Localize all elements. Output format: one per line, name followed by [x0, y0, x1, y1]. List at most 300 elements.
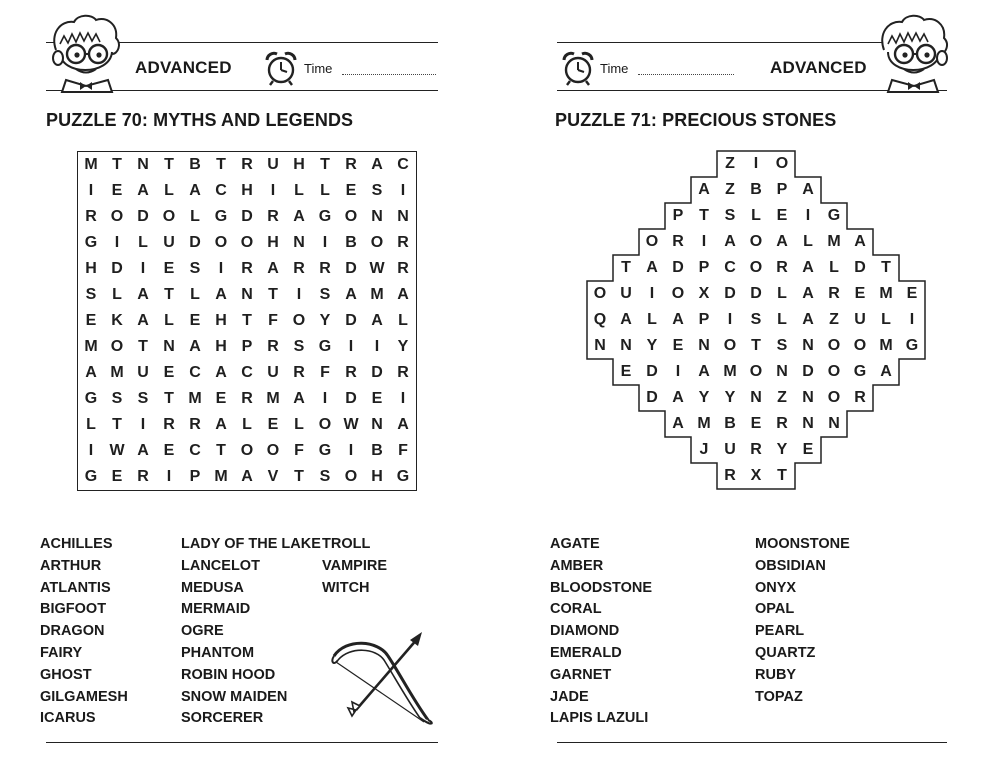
grid-letter[interactable]: O [645, 233, 659, 250]
grid-letter[interactable]: A [371, 312, 383, 329]
grid-letter[interactable]: R [137, 468, 149, 485]
grid-letter[interactable]: S [319, 468, 331, 485]
grid-letter[interactable]: A [293, 390, 305, 407]
word-list-item[interactable]: CORAL [550, 601, 602, 618]
grid-letter[interactable]: B [724, 415, 736, 432]
grid-letter[interactable]: A [189, 182, 201, 199]
grid-letter[interactable]: R [345, 364, 357, 381]
grid-letter[interactable]: I [909, 311, 915, 328]
word-list-item[interactable]: WITCH [322, 579, 370, 596]
grid-letter[interactable]: A [802, 311, 814, 328]
grid-letter[interactable]: U [724, 441, 736, 458]
grid-letter[interactable]: S [776, 337, 788, 354]
grid-letter[interactable]: I [166, 468, 172, 485]
grid-letter[interactable]: Y [646, 337, 658, 354]
grid-letter[interactable]: C [241, 364, 253, 381]
grid-letter[interactable]: S [319, 286, 331, 303]
grid-letter[interactable]: S [293, 338, 305, 355]
grid-letter[interactable]: I [88, 442, 94, 459]
grid-letter[interactable]: A [854, 233, 866, 250]
grid-letter[interactable]: L [190, 208, 200, 225]
word-list-item[interactable]: ICARUS [40, 710, 96, 727]
grid-letter[interactable]: E [85, 312, 97, 329]
grid-letter[interactable]: O [344, 468, 358, 485]
grid-letter[interactable]: O [318, 416, 332, 433]
grid-letter[interactable]: L [647, 311, 657, 328]
grid-letter[interactable]: G [84, 390, 98, 407]
word-list-item[interactable]: AGATE [550, 536, 600, 552]
grid-letter[interactable]: Z [777, 389, 787, 406]
grid-letter[interactable]: G [396, 468, 410, 485]
grid-letter[interactable]: E [163, 364, 175, 381]
grid-letter[interactable]: T [164, 286, 174, 303]
word-list-item[interactable]: QUARTZ [755, 644, 816, 661]
grid-letter[interactable]: G [905, 337, 919, 354]
grid-letter[interactable]: O [749, 259, 763, 276]
grid-letter[interactable]: Z [829, 311, 839, 328]
grid-letter[interactable]: T [164, 156, 174, 173]
grid-letter[interactable]: E [111, 182, 123, 199]
word-list-item[interactable]: JADE [550, 688, 589, 705]
word-list-item[interactable]: OBSIDIAN [755, 557, 826, 574]
grid-letter[interactable]: L [86, 416, 96, 433]
grid-letter[interactable]: N [594, 337, 606, 354]
word-list-item[interactable]: SNOW MAIDEN [181, 688, 288, 705]
grid-letter[interactable]: M [370, 286, 384, 303]
grid-letter[interactable]: T [621, 259, 631, 276]
grid-letter[interactable]: A [802, 181, 814, 198]
grid-letter[interactable]: O [827, 363, 841, 380]
grid-letter[interactable]: A [620, 311, 632, 328]
grid-letter[interactable]: G [318, 442, 332, 459]
grid-letter[interactable]: U [137, 364, 149, 381]
grid-letter[interactable]: N [397, 208, 409, 225]
grid-letter[interactable]: R [397, 234, 409, 251]
word-list-item[interactable]: ATLANTIS [40, 579, 111, 596]
grid-letter[interactable]: W [343, 416, 359, 433]
word-list-item[interactable]: ROBIN HOOD [181, 666, 276, 683]
grid-letter[interactable]: G [84, 234, 98, 251]
grid-letter[interactable]: E [371, 390, 383, 407]
grid-letter[interactable]: R [267, 338, 279, 355]
grid-letter[interactable]: Y [397, 338, 409, 355]
grid-letter[interactable]: E [111, 468, 123, 485]
grid-letter[interactable]: E [802, 441, 814, 458]
grid-letter[interactable]: N [802, 415, 814, 432]
grid-letter[interactable]: T [881, 259, 891, 276]
grid-letter[interactable]: F [320, 364, 330, 381]
grid-letter[interactable]: A [371, 156, 383, 173]
grid-letter[interactable]: B [750, 181, 762, 198]
grid-letter[interactable]: L [294, 182, 304, 199]
grid-letter[interactable]: U [267, 156, 279, 173]
grid-letter[interactable]: N [137, 156, 149, 173]
grid-letter[interactable]: O [240, 234, 254, 251]
grid-letter[interactable]: W [109, 442, 125, 459]
grid-letter[interactable]: L [777, 285, 787, 302]
grid-letter[interactable]: L [398, 312, 408, 329]
grid-letter[interactable]: C [215, 182, 227, 199]
grid-letter[interactable]: N [802, 389, 814, 406]
grid-letter[interactable]: O [827, 389, 841, 406]
grid-letter[interactable]: G [214, 208, 228, 225]
grid-letter[interactable]: D [854, 259, 866, 276]
grid-letter[interactable]: A [776, 233, 788, 250]
grid-letter[interactable]: A [646, 259, 658, 276]
grid-letter[interactable]: T [751, 337, 761, 354]
word-list-item[interactable]: LAPIS LAZULI [550, 710, 649, 727]
grid-letter[interactable]: P [672, 207, 684, 224]
grid-letter[interactable]: N [371, 416, 383, 433]
grid-letter[interactable]: G [318, 338, 332, 355]
grid-letter[interactable]: Y [724, 389, 736, 406]
grid-letter[interactable]: A [137, 182, 149, 199]
grid-letter[interactable]: U [267, 364, 279, 381]
grid-letter[interactable]: D [750, 285, 762, 302]
grid-letter[interactable]: O [110, 208, 124, 225]
grid-letter[interactable]: O [162, 208, 176, 225]
grid-letter[interactable]: I [400, 390, 406, 407]
word-list-item[interactable]: RUBY [755, 666, 797, 683]
grid-letter[interactable]: O [344, 208, 358, 225]
grid-letter[interactable]: R [397, 260, 409, 277]
grid-letter[interactable]: R [241, 156, 253, 173]
word-list-item[interactable]: GILGAMESH [40, 688, 128, 705]
grid-letter[interactable]: R [189, 416, 201, 433]
grid-letter[interactable]: R [85, 208, 97, 225]
grid-letter[interactable]: K [111, 312, 123, 329]
grid-letter[interactable]: O [775, 155, 789, 172]
grid-letter[interactable]: A [672, 415, 684, 432]
grid-letter[interactable]: Z [725, 181, 735, 198]
grid-letter[interactable]: T [294, 468, 304, 485]
grid-letter[interactable]: D [345, 260, 357, 277]
grid-letter[interactable]: A [137, 286, 149, 303]
grid-letter[interactable]: D [724, 285, 736, 302]
grid-letter[interactable]: G [84, 468, 98, 485]
grid-letter[interactable]: M [723, 363, 737, 380]
grid-letter[interactable]: I [114, 234, 120, 251]
grid-letter[interactable]: N [698, 337, 710, 354]
grid-letter[interactable]: I [322, 234, 328, 251]
grid-letter[interactable]: I [348, 442, 354, 459]
word-list-item[interactable]: BLOODSTONE [550, 579, 653, 596]
word-list-item[interactable]: SORCERER [181, 710, 264, 727]
grid-letter[interactable]: A [267, 260, 279, 277]
grid-letter[interactable]: T [216, 442, 226, 459]
grid-letter[interactable]: F [398, 442, 408, 459]
grid-letter[interactable]: E [906, 285, 918, 302]
grid-letter[interactable]: G [827, 207, 841, 224]
grid-letter[interactable]: L [751, 207, 761, 224]
grid-letter[interactable]: E [163, 442, 175, 459]
word-list-item[interactable]: TOPAZ [755, 688, 803, 705]
grid-letter[interactable]: T [242, 312, 252, 329]
grid-letter[interactable]: Y [319, 312, 331, 329]
grid-letter[interactable]: J [699, 441, 709, 458]
grid-letter[interactable]: D [371, 364, 383, 381]
grid-letter[interactable]: S [189, 260, 201, 277]
word-list-item[interactable]: ARTHUR [40, 557, 102, 574]
grid-letter[interactable]: I [400, 182, 406, 199]
grid-letter[interactable]: D [345, 390, 357, 407]
grid-letter[interactable]: R [241, 390, 253, 407]
grid-letter[interactable]: X [750, 467, 762, 484]
grid-letter[interactable]: N [241, 286, 253, 303]
word-list-item[interactable]: GARNET [550, 666, 612, 683]
grid-letter[interactable]: A [345, 286, 357, 303]
grid-letter[interactable]: A [241, 468, 253, 485]
grid-letter[interactable]: E [776, 207, 788, 224]
grid-letter[interactable]: I [140, 416, 146, 433]
grid-letter[interactable]: O [266, 442, 280, 459]
grid-letter[interactable]: E [854, 285, 866, 302]
grid-letter[interactable]: R [163, 416, 175, 433]
grid-letter[interactable]: N [163, 338, 175, 355]
grid-letter[interactable]: M [110, 364, 124, 381]
grid-letter[interactable]: L [320, 182, 330, 199]
grid-letter[interactable]: I [348, 338, 354, 355]
grid-letter[interactable]: M [879, 337, 893, 354]
grid-letter[interactable]: O [370, 234, 384, 251]
grid-letter[interactable]: A [189, 338, 201, 355]
grid-letter[interactable]: C [189, 442, 201, 459]
grid-letter[interactable]: O [723, 337, 737, 354]
grid-letter[interactable]: O [214, 234, 228, 251]
grid-letter[interactable]: E [750, 415, 762, 432]
grid-letter[interactable]: P [698, 311, 710, 328]
grid-letter[interactable]: I [753, 155, 759, 172]
grid-letter[interactable]: L [803, 233, 813, 250]
grid-letter[interactable]: A [397, 416, 409, 433]
grid-letter[interactable]: G [318, 208, 332, 225]
word-list-item[interactable]: MEDUSA [181, 579, 244, 596]
grid-letter[interactable]: P [776, 181, 788, 198]
grid-letter[interactable]: L [294, 416, 304, 433]
grid-letter[interactable]: D [111, 260, 123, 277]
grid-letter[interactable]: L [190, 286, 200, 303]
grid-letter[interactable]: L [881, 311, 891, 328]
grid-letter[interactable]: D [672, 259, 684, 276]
grid-letter[interactable]: I [88, 182, 94, 199]
grid-letter[interactable]: H [371, 468, 383, 485]
word-list-item[interactable]: FAIRY [40, 644, 83, 661]
grid-letter[interactable]: T [138, 338, 148, 355]
grid-letter[interactable]: A [724, 233, 736, 250]
grid-letter[interactable]: O [110, 338, 124, 355]
grid-letter[interactable]: L [242, 416, 252, 433]
grid-letter[interactable]: I [805, 207, 811, 224]
word-list-item[interactable]: GHOST [40, 666, 92, 683]
grid-letter[interactable]: T [268, 286, 278, 303]
grid-letter[interactable]: T [164, 390, 174, 407]
grid-letter[interactable]: R [241, 260, 253, 277]
grid-letter[interactable]: D [646, 389, 658, 406]
grid-letter[interactable]: L [112, 286, 122, 303]
grid-letter[interactable]: H [215, 338, 227, 355]
grid-letter[interactable]: H [215, 312, 227, 329]
word-list-item[interactable]: VAMPIRE [322, 557, 387, 574]
grid-letter[interactable]: R [776, 415, 788, 432]
grid-letter[interactable]: O [827, 337, 841, 354]
grid-letter[interactable]: L [164, 182, 174, 199]
grid-letter[interactable]: N [776, 363, 788, 380]
grid-letter[interactable]: M [266, 390, 280, 407]
grid-letter[interactable]: A [802, 285, 814, 302]
grid-letter[interactable]: D [646, 363, 658, 380]
grid-letter[interactable]: S [724, 207, 736, 224]
grid-letter[interactable]: L [829, 259, 839, 276]
grid-letter[interactable]: M [84, 156, 98, 173]
grid-letter[interactable]: M [214, 468, 228, 485]
grid-letter[interactable]: A [137, 312, 149, 329]
grid-letter[interactable]: C [724, 259, 736, 276]
word-list-item[interactable]: TROLL [322, 536, 371, 552]
grid-letter[interactable]: O [749, 233, 763, 250]
grid-letter[interactable]: R [319, 260, 331, 277]
grid-letter[interactable]: L [138, 234, 148, 251]
grid-letter[interactable]: A [215, 364, 227, 381]
grid-letter[interactable]: I [675, 363, 681, 380]
grid-letter[interactable]: D [345, 312, 357, 329]
grid-letter[interactable]: A [85, 364, 97, 381]
grid-letter[interactable]: N [750, 389, 762, 406]
grid-letter[interactable]: T [216, 156, 226, 173]
grid-letter[interactable]: N [293, 234, 305, 251]
grid-letter[interactable]: R [397, 364, 409, 381]
grid-letter[interactable]: I [322, 390, 328, 407]
grid-letter[interactable]: E [215, 390, 227, 407]
grid-letter[interactable]: V [267, 468, 279, 485]
grid-letter[interactable]: R [267, 208, 279, 225]
grid-letter[interactable]: A [293, 208, 305, 225]
grid-letter[interactable]: S [137, 390, 149, 407]
grid-letter[interactable]: D [189, 234, 201, 251]
grid-letter[interactable]: R [293, 364, 305, 381]
grid-letter[interactable]: E [620, 363, 632, 380]
word-list-item[interactable]: MERMAID [181, 601, 251, 618]
grid-letter[interactable]: R [724, 467, 736, 484]
grid-letter[interactable]: Z [725, 155, 735, 172]
word-list-item[interactable]: OGRE [181, 623, 224, 640]
grid-letter[interactable]: N [802, 337, 814, 354]
grid-letter[interactable]: R [672, 233, 684, 250]
grid-letter[interactable]: T [112, 416, 122, 433]
grid-letter[interactable]: S [85, 286, 97, 303]
word-list-item[interactable]: LANCELOT [181, 557, 260, 574]
grid-letter[interactable]: T [320, 156, 330, 173]
grid-letter[interactable]: A [698, 181, 710, 198]
word-list-item[interactable]: ACHILLES [40, 536, 113, 552]
word-list-item[interactable]: MOONSTONE [755, 536, 850, 552]
grid-letter[interactable]: I [649, 285, 655, 302]
grid-letter[interactable]: H [293, 156, 305, 173]
grid-letter[interactable]: M [188, 390, 202, 407]
grid-letter[interactable]: A [672, 311, 684, 328]
grid-letter[interactable]: F [268, 312, 278, 329]
word-list-item[interactable]: PHANTOM [181, 644, 255, 661]
grid-letter[interactable]: R [828, 285, 840, 302]
grid-letter[interactable]: U [854, 311, 866, 328]
grid-letter[interactable]: R [345, 156, 357, 173]
grid-letter[interactable]: G [853, 363, 867, 380]
grid-letter[interactable]: A [215, 286, 227, 303]
grid-letter[interactable]: I [374, 338, 380, 355]
grid-letter[interactable]: R [776, 259, 788, 276]
grid-letter[interactable]: H [267, 234, 279, 251]
grid-letter[interactable]: O [593, 285, 607, 302]
grid-letter[interactable]: R [293, 260, 305, 277]
grid-letter[interactable]: R [854, 389, 866, 406]
grid-letter[interactable]: S [371, 182, 383, 199]
grid-letter[interactable]: D [241, 208, 253, 225]
grid-letter[interactable]: E [189, 312, 201, 329]
grid-letter[interactable]: P [189, 468, 201, 485]
grid-letter[interactable]: I [296, 286, 302, 303]
grid-letter[interactable]: L [164, 312, 174, 329]
grid-letter[interactable]: T [112, 156, 122, 173]
word-list-item[interactable]: AMBER [550, 557, 604, 574]
grid-letter[interactable]: O [749, 363, 763, 380]
grid-letter[interactable]: F [294, 442, 304, 459]
word-list-item[interactable]: BIGFOOT [40, 601, 107, 618]
grid-letter[interactable]: D [137, 208, 149, 225]
grid-letter[interactable]: O [671, 285, 685, 302]
grid-letter[interactable]: P [698, 259, 710, 276]
word-list-item[interactable]: LADY OF THE LAKE [181, 536, 321, 552]
grid-letter[interactable]: E [345, 182, 357, 199]
grid-letter[interactable]: Y [776, 441, 788, 458]
grid-letter[interactable]: I [270, 182, 276, 199]
grid-letter[interactable]: E [267, 416, 279, 433]
word-list-item[interactable]: DIAMOND [550, 623, 620, 640]
grid-letter[interactable]: P [241, 338, 253, 355]
grid-letter[interactable]: O [240, 442, 254, 459]
grid-letter[interactable]: N [371, 208, 383, 225]
grid-letter[interactable]: O [853, 337, 867, 354]
word-list-item[interactable]: PEARL [755, 623, 805, 640]
grid-letter[interactable]: A [672, 389, 684, 406]
grid-letter[interactable]: I [218, 260, 224, 277]
grid-letter[interactable]: S [111, 390, 123, 407]
grid-letter[interactable]: N [620, 337, 632, 354]
word-list-item[interactable]: ONYX [755, 579, 797, 596]
grid-letter[interactable]: D [802, 363, 814, 380]
grid-letter[interactable]: U [163, 234, 175, 251]
grid-letter[interactable]: C [397, 156, 409, 173]
grid-letter[interactable]: N [828, 415, 840, 432]
grid-letter[interactable]: M [879, 285, 893, 302]
grid-letter[interactable]: S [750, 311, 762, 328]
grid-letter[interactable]: M [84, 338, 98, 355]
grid-letter[interactable]: A [698, 363, 710, 380]
grid-letter[interactable]: A [802, 259, 814, 276]
time-entry-line[interactable] [638, 74, 734, 75]
word-list-item[interactable]: EMERALD [550, 644, 622, 661]
word-list-item[interactable]: OPAL [755, 601, 795, 618]
grid-letter[interactable]: A [880, 363, 892, 380]
word-list-item[interactable]: DRAGON [40, 623, 105, 640]
grid-letter[interactable]: I [140, 260, 146, 277]
grid-letter[interactable]: T [777, 467, 787, 484]
grid-letter[interactable]: L [777, 311, 787, 328]
grid-letter[interactable]: I [701, 233, 707, 250]
grid-letter[interactable]: O [292, 312, 306, 329]
grid-letter[interactable]: H [85, 260, 97, 277]
grid-letter[interactable]: U [620, 285, 632, 302]
grid-letter[interactable]: E [163, 260, 175, 277]
grid-letter[interactable]: I [727, 311, 733, 328]
